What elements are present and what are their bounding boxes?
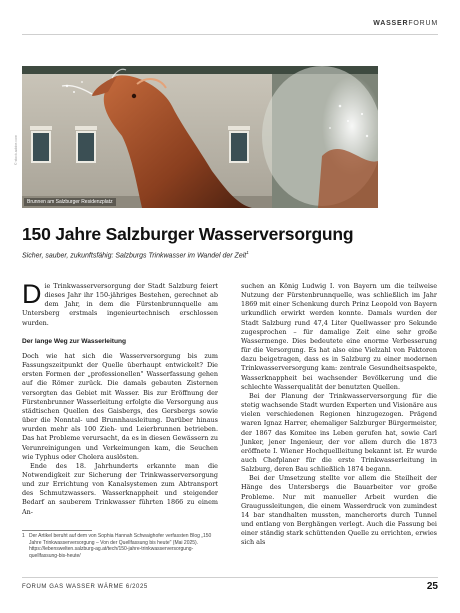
body-paragraph: suchen an König Ludwig I. von Bayern um die teilweise Nutzung der Fürstenbrunnquelle, was schließlich im Jahr 1869 mit einer Schenkung durch Prinz Leopold von Bayern urkundlich erwirkt werden konnte. Damals wurden der Stadt Salzburg rund 47,4 Liter Quellwasser pro Sekunde zugesprochen – für damalige Zeit eine sehr große Wassermenge. Dies bedeutete eine enorme Verbesserung für die Versorgung. Es hat also eine Vielzahl von Faktoren dazu beigetragen, dass es in Salzburg zu einer modernen Trinkwasserversorgung kam: zentrale Gesundheitsaspekte, Wasserknappheit bei wachsender Bevölkerung und die schlechte Wasserqualität der benutzten Quellen.	[241, 282, 437, 391]
footnote	[22, 533, 218, 559]
header-rule	[22, 34, 438, 35]
body-paragraph: Doch wie hat sich die Wasserversorgung bis zum Fassungszeitpunkt der Quelle überhaupt entwickelt? Die ersten Formen der „professionellen" Wasserfassung gehen auf die Römer zurück. Die damals gebauten Zisternen versorgten das Gebiet mit Wasser. Bis zur Eröffnung der Fürstenbrunner Wasserleitung erfolgte die Versorgung aus städtischen Quellen des Gaisbergs, des Gersbergs sowie über die Nonntal- und Brunnhausleitung. Darüber hinaus wurden mehr als 100 Zieh- und Leierbrunnen betrieben. Das hat Probleme verursacht, da es in diesen Gewässern zu Verunreinigungen und Verkeimungen kam, die Seuchen wie Typhus oder Cholera auslösten.	[22, 351, 218, 461]
drop-cap: D	[22, 279, 42, 309]
article-subtitle	[22, 250, 249, 259]
article-column-right	[241, 282, 437, 548]
article-photo	[22, 66, 378, 208]
photo-caption: Brunnen am Salzburger Residenzplatz	[24, 198, 116, 206]
page-number: 25	[426, 581, 438, 592]
photo-credit: © stock.adobe.com	[14, 134, 18, 165]
footnote-text: Der Artikel beruht auf dem von Sophia Hannah Schwaighofer verfassten Blog „150 Jahre Trinkwasserversorgung – Von der Quellfassung bis heute" (Mai 2025). https://lebenswelten.salzburg-ag.at/tech/150-jahre-trinkwasserversorgung-quellfassung-bis-heute/	[29, 533, 212, 559]
intro-text: ie Trinkwasserversorgung der Stadt Salzburg feiert dieses Jahr ihr 150-jähriges Bestehen, gerechnet ab dem Jahr, in dem die Fürstenbrunnquelle am Untersberg erstmals ingenieurtechnisch erschlossen wurden.	[22, 282, 218, 327]
body-paragraph: Bei der Umsetzung stellte vor allem die Steilheit der Hänge des Untersbergs die Bauarbeiter vor große Probleme. Nur mit manueller Arbeit wurden die Graugussleitungen, die einem Wasserdruck von zumindest 14 bar standhalten mussten, mancherorts durch Tunnel und entlang von Berghängen verlegt. Auch die Fassung bei einer ständig stark schüttenden Quelle zu errichten, erwies sich als	[241, 474, 437, 547]
section-tag-bold: WASSER	[373, 20, 409, 27]
article-column-left	[22, 279, 218, 517]
footer-publication: FORUM GAS WASSER WÄRME 6/2025	[22, 584, 148, 590]
subtitle-footnote-marker: 1	[246, 250, 249, 255]
article-title: 150 Jahre Salzburger Wasserversorgung	[22, 224, 354, 244]
section-subhead: Der lange Weg zur Wasserleitung	[22, 337, 127, 345]
body-paragraph: Ende des 18. Jahrhunderts erkannte man die Notwendigkeit zur Sicherung der Trinkwasserversorgung und zur Errichtung von Kanalsystemen zum Abtransport des Schmutzwassers. Wasserknappheit und steigender Bedarf an sauberem Trinkwasser führten 1866 zu einem An-	[22, 461, 218, 516]
fountain-horse-illustration	[22, 66, 378, 208]
footnote-rule	[22, 530, 92, 531]
article-subtitle-text: Sicher, sauber, zukunftsfähig: Salzburgs Trinkwasser im Wandel der Zeit	[22, 252, 247, 260]
section-tag	[373, 20, 438, 27]
footnote-number: 1	[22, 533, 25, 539]
body-paragraph: Bei der Planung der Trinkwasserversorgung für die stetig wachsende Stadt wurden Experten und Visionäre aus vielen verschiedenen Regionen hinzugezogen. Prägend waren Ignaz Harrer, ehemaliger Salzburger Bürgermeister, der 1867 das Komitee ins Leben gerufen hat, sowie Carl Junker, jener Ingenieur, der vor allem durch die 1873 eröffnete I. Wiener Hochquellleitung bekannt ist. Er wurde auch Chefplaner für die erste Trinkwasserleitung in Salzburg, deren Bau schließlich 1874 begann.	[241, 391, 437, 474]
section-tag-rest: FORUM	[408, 20, 438, 27]
intro-paragraph	[22, 279, 218, 328]
footer-rule	[22, 577, 438, 578]
